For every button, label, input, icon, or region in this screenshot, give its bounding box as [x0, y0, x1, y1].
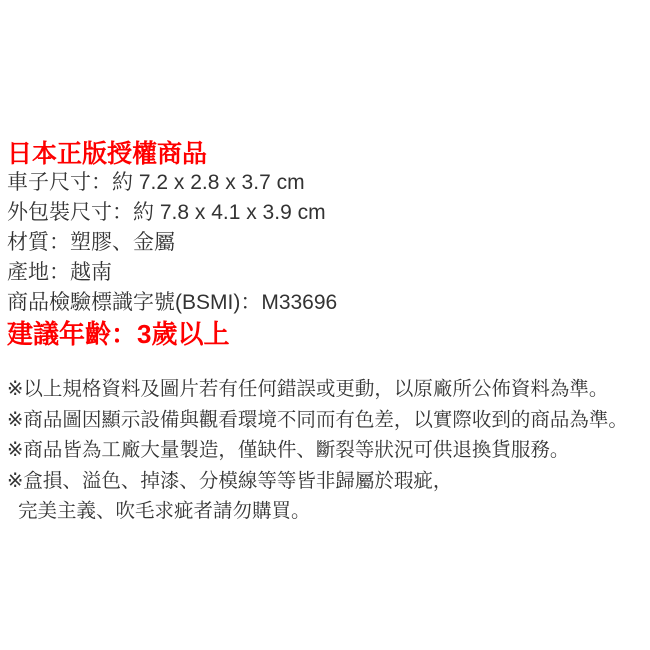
spec-package-size: 外包裝尺寸：約 7.8 x 4.1 x 3.9 cm: [7, 201, 326, 224]
license-title: 日本正版授權商品: [7, 140, 208, 168]
spec-car-size: 車子尺寸：約 7.2 x 2.8 x 3.7 cm: [7, 171, 305, 194]
disclaimer-list: [7, 374, 646, 527]
disclaimer-return-policy: ※商品皆為工廠大量製造，僅缺件、斷裂等狀況可供退換貨服務。: [7, 439, 570, 461]
disclaimer-perfectionist-warning: 完美主義、吹毛求疵者請勿購買。: [18, 500, 311, 522]
spec-bsmi-number: 商品檢驗標識字號(BSMI)：M33696: [7, 291, 338, 314]
spec-material: 材質：塑膠、金屬: [7, 231, 175, 254]
spec-origin: 產地：越南: [7, 261, 112, 284]
disclaimer-spec-accuracy: ※以上規格資料及圖片若有任何錯誤或更動，以原廠所公佈資料為準。: [7, 378, 609, 400]
age-recommendation: 建議年齡：3歲以上: [7, 319, 230, 349]
spec-list: [7, 168, 646, 318]
disclaimer-color-difference: ※商品圖因顯示設備與觀看環境不同而有色差，以實際收到的商品為準。: [7, 408, 628, 431]
disclaimer-not-defects: ※盒損、溢色、掉漆、分模線等等皆非歸屬於瑕疵，: [7, 469, 453, 492]
